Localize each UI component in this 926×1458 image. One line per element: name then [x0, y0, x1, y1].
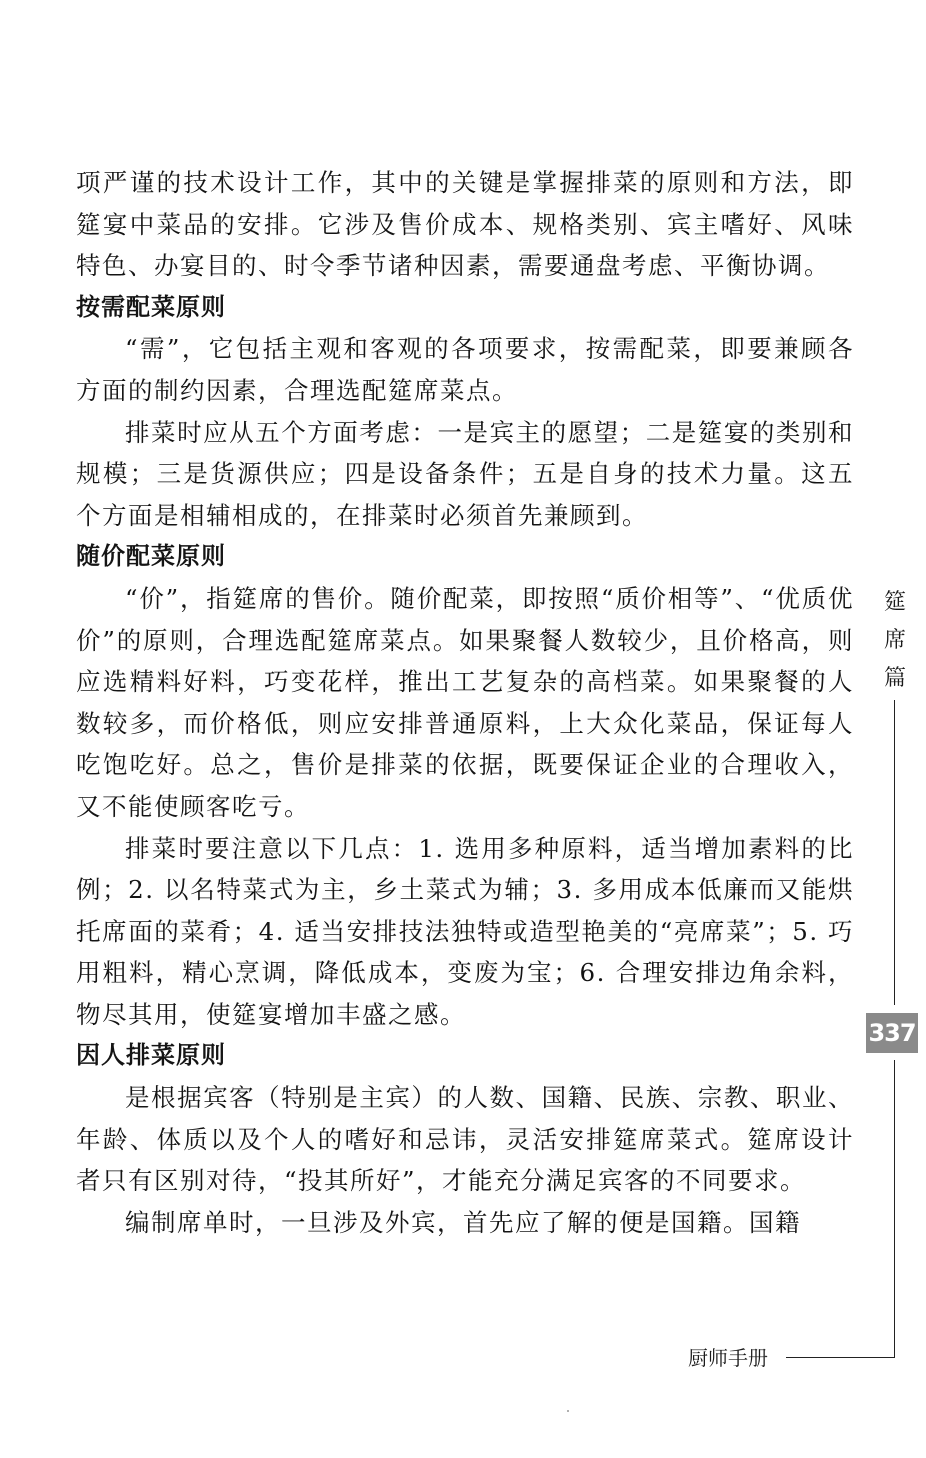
paragraph: 排菜时应从五个方面考虑：一是宾主的愿望；二是筵宴的类别和规模；三是货源供应；四是设备条件；五是自身的技术力量。这五个方面是相辅相成的，在排菜时必须首先兼顾到。 — [76, 417, 854, 530]
chapter-char: 席 — [883, 628, 906, 653]
scan-speck — [567, 1410, 569, 1412]
section-heading: 因人排菜原则 — [76, 1041, 226, 1070]
body-text — [76, 162, 854, 1243]
margin-rule-lower — [894, 1060, 895, 1358]
page-number: 337 — [866, 1013, 918, 1053]
paragraph: 排菜时要注意以下几点：1. 选用多种原料，适当增加素料的比例；2. 以名特菜式为主，乡土菜式为辅；3. 多用成本低廉而又能烘托席面的菜肴；4. 适当安排技法独特或造型艳美的“亮席菜”；5. 巧用粗料，精心烹调，降低成本，变废为宝；6. 合理安排边角余料，物尽其用，使筵宴增加丰盛之感。 — [76, 833, 854, 1029]
margin-rule-upper — [894, 700, 895, 1005]
section-heading: 按需配菜原则 — [76, 292, 226, 321]
paragraph: 项严谨的技术设计工作，其中的关键是掌握排菜的原则和方法，即筵宴中菜品的安排。它涉及售价成本、规格类别、宾主嗜好、风味特色、办宴目的、时令季节诸种因素，需要通盘考虑、平衡协调。 — [76, 168, 854, 281]
paragraph: 是根据宾客（特别是主宾）的人数、国籍、民族、宗教、职业、年龄、体质以及个人的嗜好和忌讳，灵活安排筵席菜式。筵席设计者只有区别对待，“投其所好”，才能充分满足宾客的不同要求。 — [76, 1083, 854, 1196]
paragraph: “价”，指筵席的售价。随价配菜，即按照“质价相等”、“优质优价”的原则，合理选配筵席菜点。如果聚餐人数较少，且价格高，则应选精料好料，巧变花样，推出工艺复杂的高档菜。如果聚餐的人数较多，而价格低，则应安排普通原料，上大众化菜品，保证每人吃饱吃好。总之，售价是排菜的依据，既要保证企业的合理收入，又不能使顾客吃亏。 — [76, 583, 854, 821]
footer-rule — [786, 1357, 895, 1358]
chapter-char: 篇 — [883, 666, 906, 691]
chapter-side-label — [877, 584, 913, 698]
section-heading: 随价配菜原则 — [76, 542, 226, 571]
chapter-char: 筵 — [883, 590, 906, 615]
paragraph: 编制席单时，一旦涉及外宾，首先应了解的便是国籍。国籍 — [125, 1207, 801, 1237]
paragraph: “需”，它包括主观和客观的各项要求，按需配菜，即要兼顾各方面的制约因素，合理选配筵席菜点。 — [76, 334, 854, 405]
book-title: 厨师手册 — [688, 1346, 768, 1370]
